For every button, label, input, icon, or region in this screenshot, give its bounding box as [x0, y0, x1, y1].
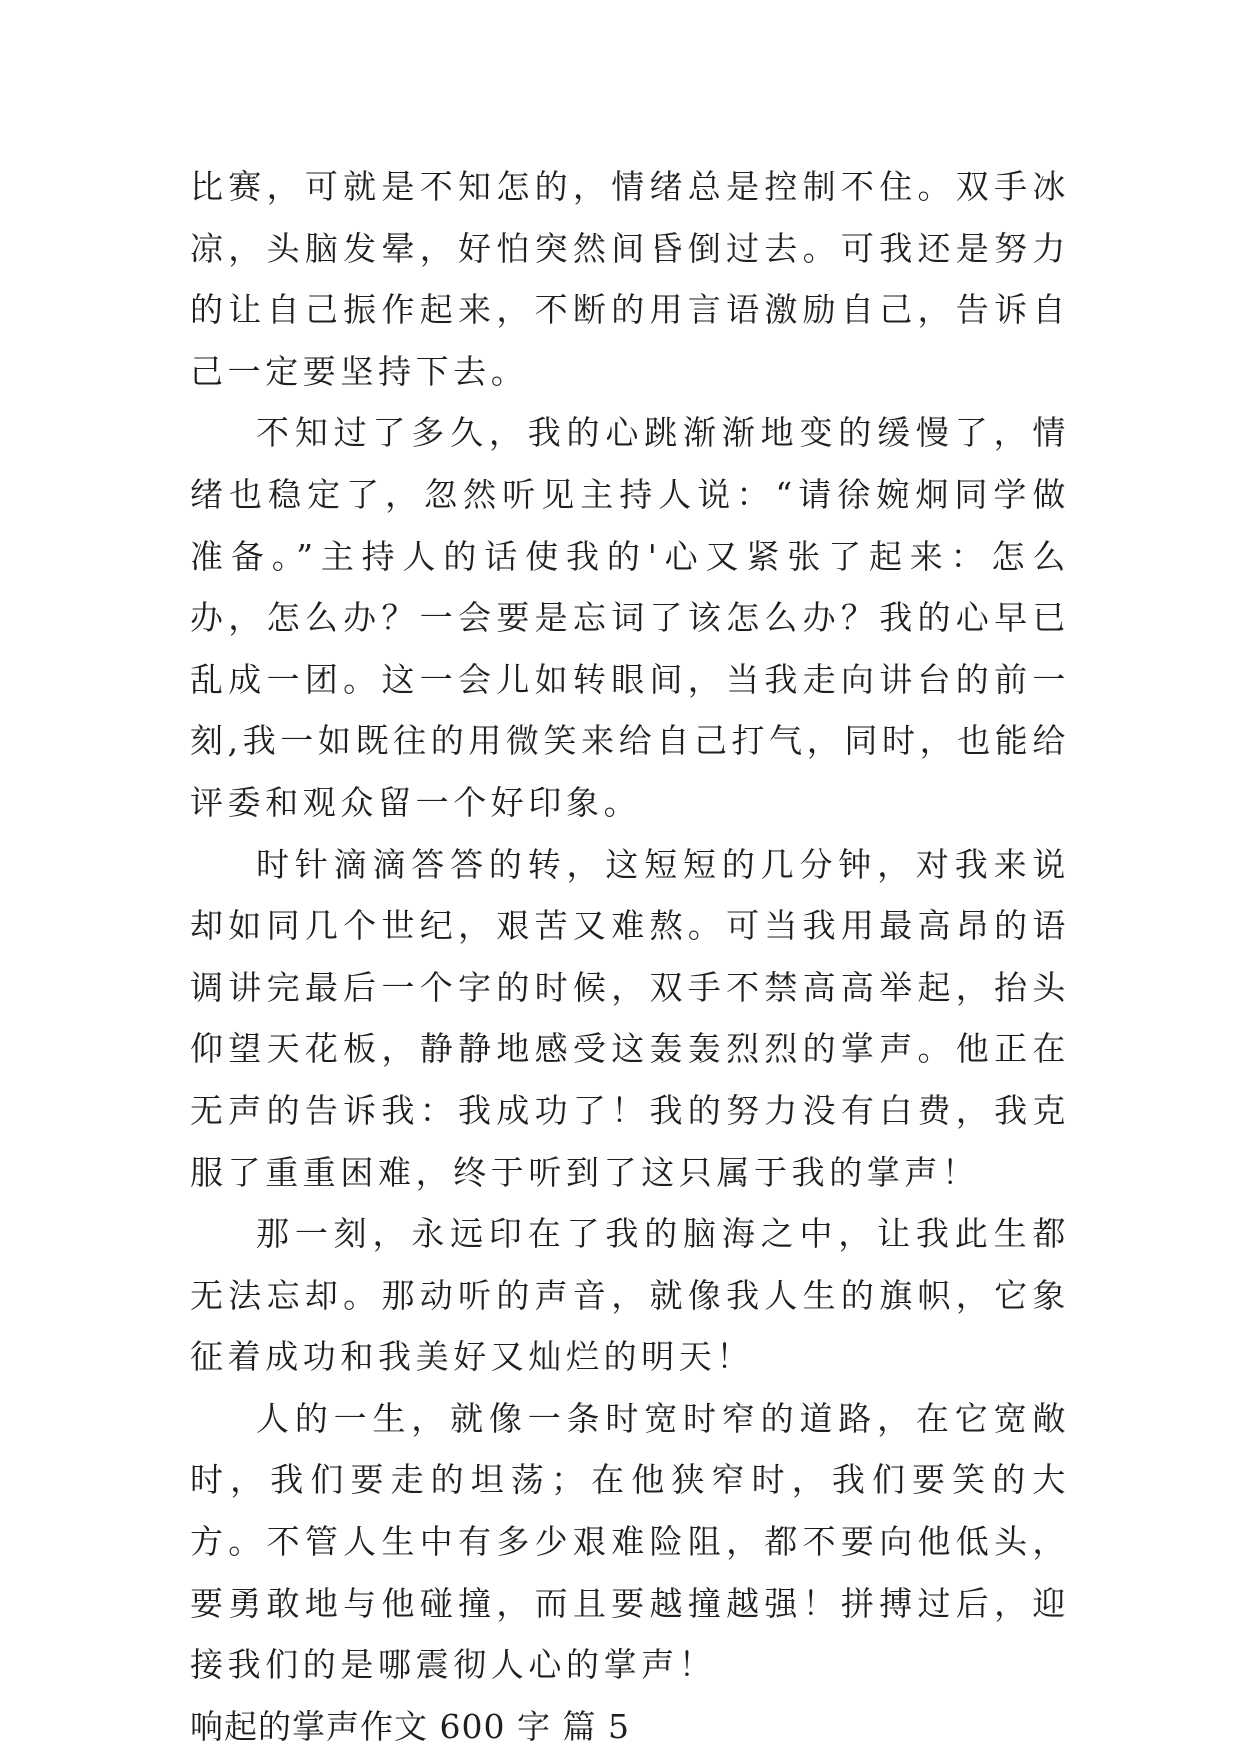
paragraph-2: 不知过了多久，我的心跳渐渐地变的缓慢了，情绪也稳定了，忽然听见主持人说：“请徐婉炯同学做准备。”主持人的话使我的'心又紧张了起来：怎么办，怎么办？一会要是忘词了该怎么办？我的心早已乱成一团。这一会儿如转眼间，当我走向讲台的前一刻,我一如既往的用微笑来给自己打气，同时，也能给评委和观众留一个好印象。: [190, 413, 1070, 822]
paragraph-1: 比赛，可就是不知怎的，情绪总是控制不住。双手冰凉，头脑发晕，好怕突然间昏倒过去。可我还是努力的让自己振作起来，不断的用言语激励自己，告诉自己一定要坚持下去。: [190, 167, 1070, 391]
paragraph-3: 时针滴滴答答的转，这短短的几分钟，对我来说却如同几个世纪，艰苦又难熬。可当我用最高昂的语调讲完最后一个字的时候，双手不禁高高举起，抬头仰望天花板，静静地感受这轰轰烈烈的掌声。他正在无声的告诉我：我成功了！我的努力没有白费，我克服了重重困难，终于听到了这只属于我的掌声！: [190, 844, 1070, 1192]
document-body: [190, 156, 1070, 1757]
paragraph-5: 人的一生，就像一条时宽时窄的道路，在它宽敞时，我们要走的坦荡；在他狭窄时，我们要笑的大方。不管人生中有多少艰难险阻，都不要向他低头，要勇敢地与他碰撞，而且要越撞越强！拼搏过后，迎接我们的是哪震彻人心的掌声！: [190, 1398, 1070, 1685]
paragraph-4: 那一刻，永远印在了我的脑海之中，让我此生都无法忘却。那动听的声音，就像我人生的旗帜，它象征着成功和我美好又灿烂的明天！: [190, 1214, 1070, 1377]
section-heading: 响起的掌声作文 600 字 篇 5: [190, 1706, 630, 1746]
